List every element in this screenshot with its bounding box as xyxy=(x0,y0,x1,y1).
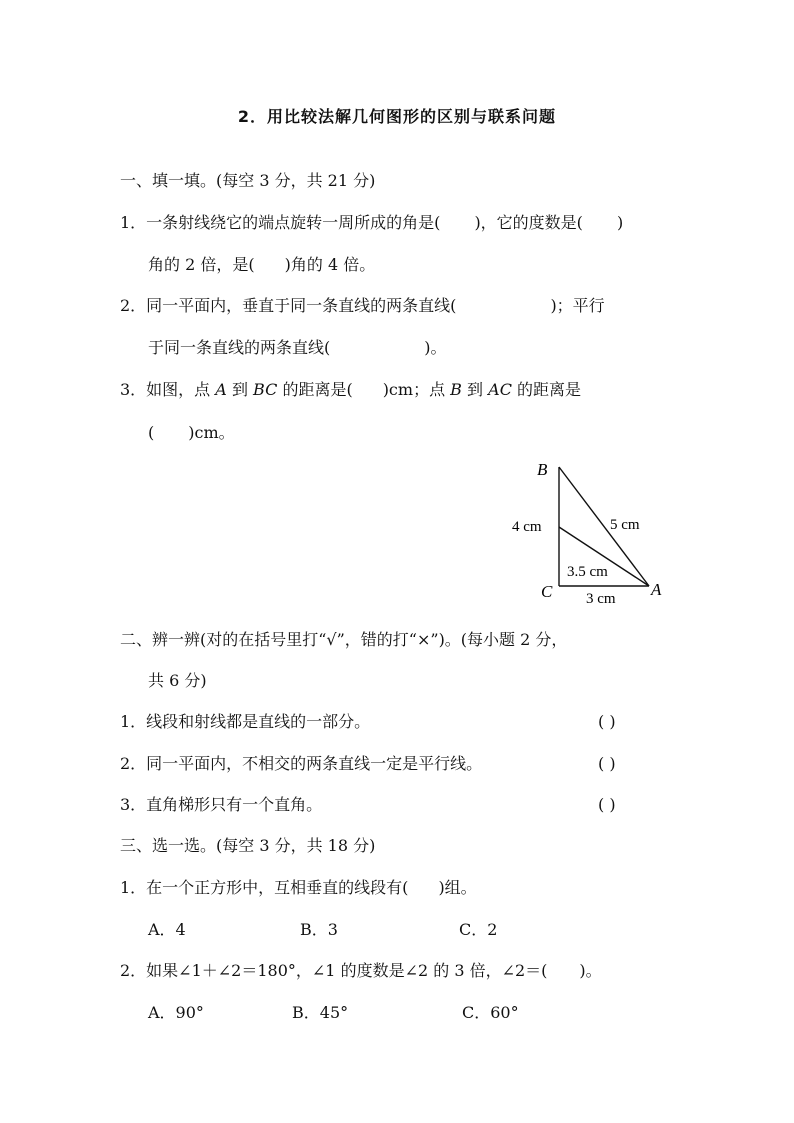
choice-q1 xyxy=(120,878,477,898)
judge-item-3: 3．直角梯形只有一个直角。 xyxy=(120,795,323,814)
q3-text-a: 3．如图，点 xyxy=(120,380,211,399)
q1-text-e: )角的 4 倍。 xyxy=(284,255,376,274)
section3-heading: 三、选一选。(每空 3 分，共 18 分) xyxy=(120,836,376,855)
section1-heading: 一、填一填。(每空 3 分，共 21 分) xyxy=(120,171,376,190)
label-side-ca: 3 cm xyxy=(586,591,616,607)
q2-line1 xyxy=(120,296,605,316)
label-side-ab: 5 cm xyxy=(610,517,640,533)
q3-line1 xyxy=(120,380,581,400)
q1-text-d: 角的 2 倍，是( xyxy=(148,255,255,274)
judge-answer-2[interactable]: ( ) xyxy=(598,754,616,773)
section2-heading-line1: 二、辨一辨(对的在括号里打“√”，错的打“×”)。(每小题 2 分， xyxy=(120,630,568,649)
q2-text-a: 2．同一平面内，垂直于同一条直线的两条直线( xyxy=(120,296,457,315)
label-c: C xyxy=(541,582,553,601)
choice-q1-end: )组。 xyxy=(438,878,477,897)
label-side-bc: 4 cm xyxy=(512,519,542,535)
q2-line2 xyxy=(148,338,447,358)
q2-text-b: )；平行 xyxy=(550,296,605,315)
choice-q1-text: 1．在一个正方形中，互相垂直的线段有( xyxy=(120,878,409,897)
page-title: 2．用比较法解几何图形的区别与联系问题 xyxy=(237,107,557,126)
q3-dist-2: 的距离是 xyxy=(517,380,582,399)
q3-line-bc: BC xyxy=(253,380,278,399)
choice-q1-option-a[interactable]: A．4 xyxy=(148,920,186,939)
q3-point-a: A xyxy=(215,380,227,399)
judge-item-2: 2．同一平面内，不相交的两条直线一定是平行线。 xyxy=(120,754,483,773)
q3-text-b: ( xyxy=(148,423,155,442)
q1-line1 xyxy=(120,213,623,233)
triangle-figure xyxy=(500,450,680,610)
choice-q2-text: 2．如果∠1＋∠2＝180°，∠1 的度数是∠2 的 3 倍，∠2＝( xyxy=(120,961,548,980)
choice-q2-end: )。 xyxy=(579,961,602,980)
q1-line2 xyxy=(148,255,375,275)
choice-q2-option-a[interactable]: A．90° xyxy=(148,1003,204,1022)
q2-text-c: 于同一条直线的两条直线( xyxy=(148,338,331,357)
choice-q2 xyxy=(120,961,602,981)
choice-q2-option-c[interactable]: C．60° xyxy=(462,1003,519,1022)
choice-q1-option-c[interactable]: C．2 xyxy=(459,920,498,939)
choice-q2-option-b[interactable]: B．45° xyxy=(292,1003,349,1022)
section2-heading-line2: 共 6 分) xyxy=(148,671,207,690)
label-b: B xyxy=(537,460,548,479)
judge-item-1: 1．线段和射线都是直线的一部分。 xyxy=(120,712,371,731)
judge-answer-3[interactable]: ( ) xyxy=(598,795,616,814)
q2-text-d: )。 xyxy=(424,338,447,357)
label-side-inner: 3.5 cm xyxy=(567,564,608,580)
q3-cm-1: )cm；点 xyxy=(382,380,446,399)
q3-text-c: )cm。 xyxy=(188,423,235,442)
q3-dist-1: 的距离是( xyxy=(282,380,353,399)
q1-text-b: )，它的度数是( xyxy=(474,213,583,232)
q3-to-1: 到 xyxy=(231,380,248,399)
q3-line2 xyxy=(148,423,235,443)
choice-q1-option-b[interactable]: B．3 xyxy=(300,920,338,939)
q1-text-a: 1．一条射线绕它的端点旋转一周所成的角是( xyxy=(120,213,441,232)
q1-text-c: ) xyxy=(616,213,624,232)
q3-line-ac: AC xyxy=(488,380,512,399)
judge-answer-1[interactable]: ( ) xyxy=(598,712,616,731)
q3-to-2: 到 xyxy=(467,380,484,399)
label-a: A xyxy=(651,580,662,599)
q3-point-b: B xyxy=(450,380,462,399)
